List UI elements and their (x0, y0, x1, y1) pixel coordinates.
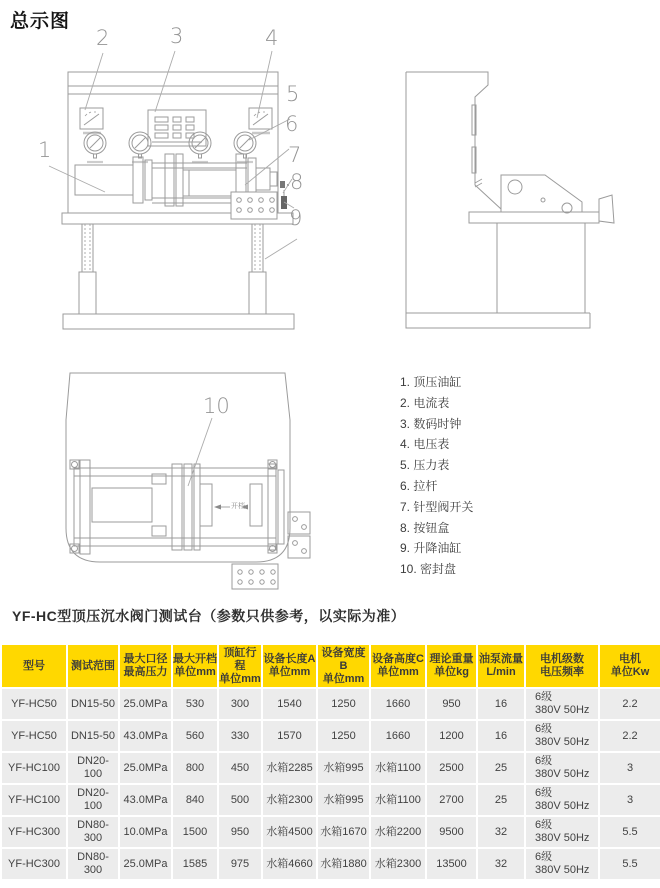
cell-flow: 25 (477, 752, 525, 784)
cell-lengthA: 1540 (262, 688, 317, 720)
cell-weight: 950 (426, 688, 477, 720)
cell-lengthA: 水箱2285 (262, 752, 317, 784)
cell-motor: 6级 380V 50Hz (525, 752, 599, 784)
cell-pressure: 25.0MPa (119, 752, 172, 784)
cell-opening: 530 (172, 688, 218, 720)
cell-pressure: 43.0MPa (119, 784, 172, 816)
callout-1: 1 (38, 138, 52, 162)
callout-2: 2 (96, 26, 110, 50)
cell-heightC: 水箱2200 (370, 816, 426, 848)
part-item: 5. 压力表 (400, 458, 450, 473)
cell-power: 3 (599, 784, 660, 816)
col-header-widthB: 设备宽度B 单位mm (317, 644, 370, 688)
part-item: 10. 密封盘 (400, 562, 457, 577)
cell-heightC: 1660 (370, 720, 426, 752)
cell-opening: 840 (172, 784, 218, 816)
part-item: 2. 电流表 (400, 395, 450, 410)
cell-range: DN15-50 (67, 720, 119, 752)
cell-range: DN15-50 (67, 688, 119, 720)
front-view-drawing (35, 26, 365, 350)
part-item: 1. 顶压油缸 (400, 375, 462, 389)
cell-flow: 16 (477, 688, 525, 720)
cell-model: YF-HC100 (1, 752, 67, 784)
cell-widthB: 水箱1670 (317, 816, 370, 848)
cell-widthB: 水箱995 (317, 752, 370, 784)
leader-lines (49, 51, 300, 259)
cell-power: 5.5 (599, 848, 660, 880)
cell-lengthA: 水箱4660 (262, 848, 317, 880)
callout-6: 6 (285, 112, 299, 136)
cell-opening: 1500 (172, 816, 218, 848)
cell-motor: 6级 380V 50Hz (525, 784, 599, 816)
cell-model: YF-HC300 (1, 816, 67, 848)
cell-widthB: 1250 (317, 688, 370, 720)
cell-weight: 2500 (426, 752, 477, 784)
callout-5: 5 (286, 82, 300, 106)
voltmeter-icon (249, 108, 272, 133)
button-box-top-view (232, 564, 278, 589)
cell-stroke: 950 (218, 816, 262, 848)
callout-8: 8 (290, 170, 304, 194)
part-item: 6. 拉杆 (400, 478, 438, 493)
callout-9: 9 (289, 206, 303, 230)
part-item: 3. 数码时钟 (400, 416, 462, 431)
digital-clock-icon (148, 110, 206, 146)
callout-3: 3 (170, 24, 184, 48)
cell-power: 3 (599, 752, 660, 784)
col-header-flow: 油泵流量 L/min (477, 644, 525, 688)
cell-pressure: 25.0MPa (119, 848, 172, 880)
cell-lengthA: 水箱2300 (262, 784, 317, 816)
cell-heightC: 水箱1100 (370, 752, 426, 784)
col-header-opening: 最大开档 单位mm (172, 644, 218, 688)
cell-power: 2.2 (599, 720, 660, 752)
cell-range: DN20-100 (67, 784, 119, 816)
part-item: 7. 针型阀开关 (400, 499, 474, 514)
cell-weight: 2700 (426, 784, 477, 816)
cell-range: DN80-300 (67, 816, 119, 848)
side-view-drawing (395, 55, 630, 345)
cell-motor: 6级 380V 50Hz (525, 720, 599, 752)
part-item: 4. 电压表 (400, 437, 450, 452)
cell-weight: 9500 (426, 816, 477, 848)
table-caption: YF-HC型顶压沉水阀门测试台（参数只供参考，以实际为准） (12, 608, 406, 624)
part-item: 9. 升降油缸 (400, 541, 462, 556)
col-header-stroke: 顶缸行程 单位mm (218, 644, 262, 688)
cell-opening: 1585 (172, 848, 218, 880)
cell-weight: 13500 (426, 848, 477, 880)
button-box (231, 192, 277, 219)
cell-opening: 560 (172, 720, 218, 752)
table-row (1, 688, 660, 720)
cell-stroke: 450 (218, 752, 262, 784)
cell-opening: 800 (172, 752, 218, 784)
callout-4: 4 (265, 26, 279, 50)
cell-range: DN20-100 (67, 752, 119, 784)
cell-pressure: 10.0MPa (119, 816, 172, 848)
cell-weight: 1200 (426, 720, 477, 752)
col-header-weight: 理论重量 单位kg (426, 644, 477, 688)
cell-motor: 6级 380V 50Hz (525, 848, 599, 880)
col-header-lengthA: 设备长度A 单位mm (262, 644, 317, 688)
cell-pressure: 43.0MPa (119, 720, 172, 752)
cell-power: 5.5 (599, 816, 660, 848)
cell-pressure: 25.0MPa (119, 688, 172, 720)
col-header-motor: 电机级数 电压频率 (525, 644, 599, 688)
col-header-power: 电机 单位Kw (599, 644, 660, 688)
cell-motor: 6级 380V 50Hz (525, 816, 599, 848)
col-header-pressure: 最大口径 最高压力 (119, 644, 172, 688)
cell-motor: 6级 380V 50Hz (525, 688, 599, 720)
cell-model: YF-HC300 (1, 848, 67, 880)
callout-10: 10 (203, 394, 230, 418)
col-header-range: 测试范围 (67, 644, 119, 688)
pressure-gauge-icons (84, 132, 256, 162)
cell-heightC: 水箱2300 (370, 848, 426, 880)
cell-flow: 25 (477, 784, 525, 816)
cell-flow: 16 (477, 720, 525, 752)
cell-power: 2.2 (599, 688, 660, 720)
table-row (1, 848, 660, 880)
cell-heightC: 1660 (370, 688, 426, 720)
cell-widthB: 水箱995 (317, 784, 370, 816)
callout-7: 7 (288, 143, 302, 167)
ammeter-icon (80, 108, 103, 133)
dimension-label: 开档 (231, 503, 245, 510)
table-row (1, 816, 660, 848)
cell-lengthA: 水箱4500 (262, 816, 317, 848)
cell-model: YF-HC50 (1, 720, 67, 752)
part-item: 8. 按钮盒 (400, 520, 450, 535)
cell-widthB: 水箱1880 (317, 848, 370, 880)
cell-stroke: 500 (218, 784, 262, 816)
col-header-model: 型号 (1, 644, 67, 688)
col-header-heightC: 设备高度C 单位mm (370, 644, 426, 688)
cell-lengthA: 1570 (262, 720, 317, 752)
parts-list (400, 372, 580, 580)
cell-flow: 32 (477, 848, 525, 880)
spec-table (0, 643, 660, 881)
cell-model: YF-HC100 (1, 784, 67, 816)
cell-stroke: 330 (218, 720, 262, 752)
table-row (1, 752, 660, 784)
cell-widthB: 1250 (317, 720, 370, 752)
cell-heightC: 水箱1100 (370, 784, 426, 816)
cell-stroke: 975 (218, 848, 262, 880)
lift-cylinders (79, 224, 266, 314)
page-title: 总示图 (10, 11, 71, 32)
table-row (1, 784, 660, 816)
header-row (1, 644, 660, 688)
cell-flow: 32 (477, 816, 525, 848)
cell-range: DN80-300 (67, 848, 119, 880)
table-row (1, 720, 660, 752)
cell-model: YF-HC50 (1, 688, 67, 720)
cell-stroke: 300 (218, 688, 262, 720)
